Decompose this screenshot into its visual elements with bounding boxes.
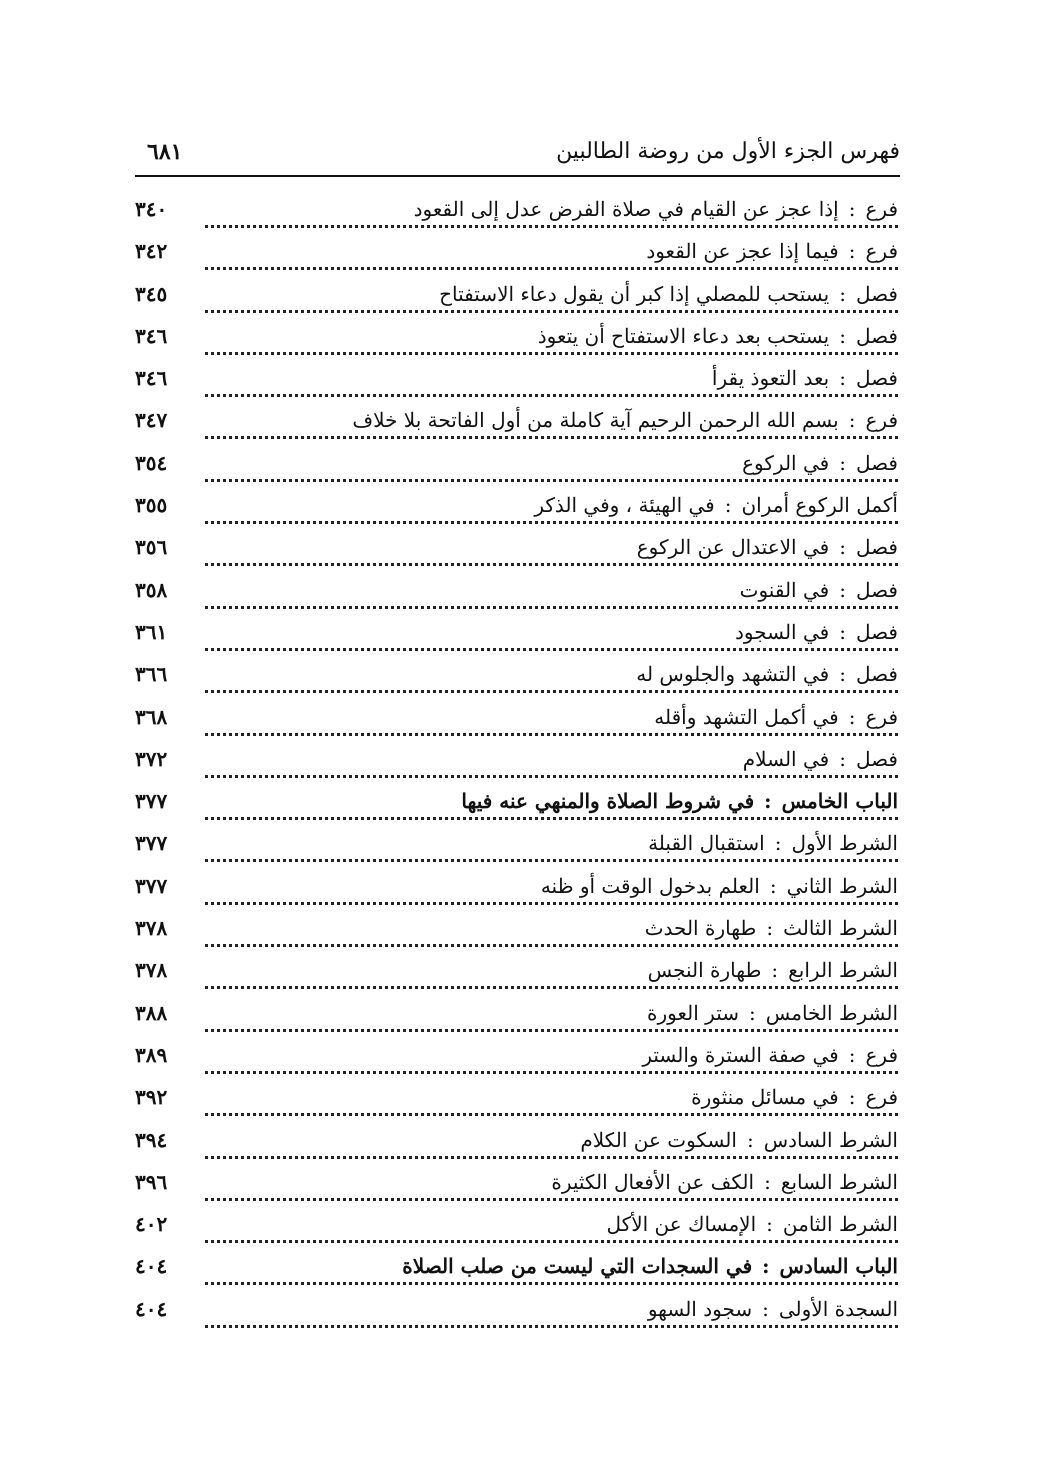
entry-kind: فصل [855,662,898,687]
entry-kind: فصل [855,746,898,771]
toc-entry [135,533,898,575]
toc-entry [135,829,898,871]
entry-kind: الشرط الثاني [786,873,898,898]
entry-separator: : [839,366,846,391]
entry-separator: : [766,916,774,941]
toc-entry [135,1210,898,1252]
entry-kind: فصل [855,450,898,475]
entry-kind: الشرط الثالث [783,916,898,941]
entry-separator: : [769,873,777,898]
running-header [135,135,900,177]
entry-title: في القنوت [739,577,830,602]
entry-page-number: ٣٥٦ [135,535,168,560]
entry-label [342,408,898,432]
toc-entry [135,660,898,702]
entry-label [638,1297,898,1321]
toc-entry [135,1126,898,1168]
entry-separator: : [848,408,856,433]
entry-kind: فصل [855,323,898,348]
entry-separator: : [762,1296,769,1321]
entry-separator: : [848,704,856,729]
toc-entry [135,237,898,279]
entry-title: إذا عجز عن القيام في صلاة الفرض عدل إلى القعود [413,197,839,221]
entry-label [531,874,898,898]
toc-entry [135,999,898,1041]
entry-kind: فرع [865,197,898,221]
entry-title: في أكمل التشهد وأقله [654,704,839,729]
entry-label [451,789,898,813]
entry-kind: الشرط السادس [763,1127,898,1152]
entry-separator: : [771,958,779,983]
entry-separator: : [839,281,846,306]
entry-label [404,197,898,221]
entry-title: الكف عن الأفعال الكثيرة [551,1169,755,1194]
toc-entry [135,1083,898,1125]
entry-page-number: ٣٤٧ [135,408,168,433]
entry-page-number: ٤٠٤ [135,1254,168,1279]
entry-page-number: ٣٩٤ [135,1127,168,1152]
toc-entry [135,1295,898,1337]
entry-page-number: ٣٧٨ [135,958,168,983]
entry-kind: الباب الخامس [781,789,898,814]
entry-separator: : [724,493,732,518]
entry-label [730,578,898,602]
entry-title: يستحب للمصلي إذا كبر أن يقول دعاء الاستفتاح [439,281,830,306]
entry-kind: فصل [855,281,898,306]
toc-entry [135,322,898,364]
entry-separator: : [839,577,846,602]
entry-label [637,1001,898,1025]
entry-page-number: ٣٦١ [135,619,168,644]
entry-label [627,535,898,559]
toc-entry [135,956,898,998]
entry-label [528,324,898,348]
entry-page-number: ٣٤٦ [135,366,168,391]
page-number: ٦٨١ [147,139,183,165]
entry-kind: الشرط الرابع [788,958,898,983]
entry-page-number: ٣٧٧ [135,873,168,898]
entry-page-number: ٤٠٤ [135,1296,168,1321]
entry-page-number: ٣٦٦ [135,662,168,687]
entry-title: في الركوع [742,450,830,475]
entry-separator: : [848,1085,856,1110]
entry-label [524,493,898,517]
entry-page-number: ٣٤٦ [135,323,168,348]
entry-label [541,1170,898,1194]
toc-entry [135,406,898,448]
entry-title: ستر العورة [647,1000,739,1025]
entry-page-number: ٣٧٢ [135,746,168,771]
entry-title: في شروط الصلاة والمنهي عنه فيها [461,789,755,814]
entry-label [429,282,898,306]
entry-title: في السلام [742,746,830,771]
entry-kind: فرع [865,408,898,433]
entry-label [638,958,898,982]
entry-label [702,366,898,390]
entry-separator: : [848,1042,856,1067]
entry-title: طهارة الحدث [644,916,757,941]
entry-title: يستحب بعد دعاء الاستفتاح أن يتعوذ [537,323,830,348]
entry-title: بعد التعوذ يقرأ [711,366,830,391]
entry-kind: أكمل الركوع أمران [741,493,898,518]
entry-kind: الشرط السابع [780,1169,898,1194]
entry-kind: السجدة الأولى [778,1296,898,1321]
entry-separator: : [848,239,856,264]
entry-title: العلم بدخول الوقت أو ظنه [540,873,760,898]
entry-separator: : [839,535,846,560]
entry-title: في مسائل منثورة [691,1085,839,1110]
toc-entry [135,1252,898,1294]
entry-page-number: ٣٩٢ [135,1085,168,1110]
toc-entry [135,1168,898,1210]
entry-separator: : [764,1169,771,1194]
entry-label [392,1254,898,1278]
toc-entry [135,787,898,829]
toc-entry [135,1041,898,1083]
entry-separator: : [766,1212,773,1237]
entry-page-number: ٣٧٧ [135,831,168,856]
entry-page-number: ٣٤٠ [135,197,168,221]
entry-title: سجود السهو [647,1296,753,1321]
entry-page-number: ٣٨٨ [135,1000,168,1025]
entry-title: في صفة السترة والستر [642,1042,839,1067]
entry-page-number: ٣٥٥ [135,493,168,518]
toc-entry [135,364,898,406]
entry-title: الإمساك عن الأكل [606,1212,757,1237]
toc-entry [135,703,898,745]
entry-page-number: ٣٧٧ [135,789,168,814]
entry-kind: الشرط الأول [791,831,898,856]
entry-separator: : [774,831,782,856]
toc-entry [135,195,898,237]
entry-separator: : [839,450,846,475]
header-title: فهرس الجزء الأول من روضة الطالبين [556,139,900,164]
entry-kind: فصل [855,577,898,602]
entry-separator: : [839,619,846,644]
entry-page-number: ٣٩٦ [135,1169,168,1194]
entry-separator: : [762,1254,770,1279]
entry-kind: فصل [855,366,898,391]
entry-label [638,831,898,855]
entry-title: السكوت عن الكلام [580,1127,737,1152]
entry-title: طهارة النجس [647,958,762,983]
entry-label [725,620,898,644]
entry-title: فيما إذا عجز عن القعود [646,239,839,264]
entry-page-number: ٣٥٤ [135,450,168,475]
entry-label [570,1128,898,1152]
entry-page-number: ٣٨٩ [135,1042,168,1067]
entry-page-number: ٣٦٨ [135,704,168,729]
entry-label [626,662,898,686]
entry-kind: فصل [855,535,898,560]
entry-label [635,916,898,940]
entry-page-number: ٤٠٢ [135,1212,168,1237]
entry-separator: : [839,662,846,687]
entry-kind: فرع [865,704,898,729]
toc-entry [135,491,898,533]
entry-kind: فرع [865,1042,898,1067]
entry-separator: : [839,746,846,771]
entry-separator: : [749,1000,756,1025]
entry-title: في السجود [734,619,830,644]
entry-title: في الاعتدال عن الركوع [636,535,830,560]
entry-label [644,705,898,729]
entry-label [632,1043,898,1067]
toc-entry [135,576,898,618]
toc-entry [135,872,898,914]
toc-entry [135,449,898,491]
entry-label [636,239,898,263]
entry-kind: فرع [865,239,898,264]
toc-entry [135,280,898,322]
entry-label [733,747,898,771]
entry-page-number: ٣٤٥ [135,281,168,306]
entry-title: استقبال القبلة [648,831,765,856]
entry-kind: فرع [865,1085,898,1110]
entry-kind: فصل [855,619,898,644]
entry-label [597,1212,898,1236]
entry-kind: الشرط الخامس [765,1000,898,1025]
entry-title: في التشهد والجلوس له [636,662,830,687]
entry-separator: : [848,197,856,221]
toc-entry [135,745,898,787]
toc-entry [135,618,898,660]
entry-separator: : [746,1127,754,1152]
entry-title: بسم الله الرحمن الرحيم آية كاملة من أول الفاتحة بلا خلاف [352,408,839,433]
entry-title: في السجدات التي ليست من صلب الصلاة [402,1254,753,1279]
entry-page-number: ٣٧٨ [135,916,168,941]
entry-separator: : [839,323,846,348]
entry-page-number: ٣٥٨ [135,577,168,602]
entry-separator: : [764,789,772,814]
entry-title: في الهيئة ، وفي الذكر [534,493,715,518]
entry-kind: الباب السادس [779,1254,898,1279]
table-of-contents [135,195,898,1337]
toc-entry [135,914,898,956]
entry-label [681,1085,898,1109]
entry-label [732,451,898,475]
entry-page-number: ٣٤٢ [135,239,168,264]
entry-kind: الشرط الثامن [782,1212,898,1237]
